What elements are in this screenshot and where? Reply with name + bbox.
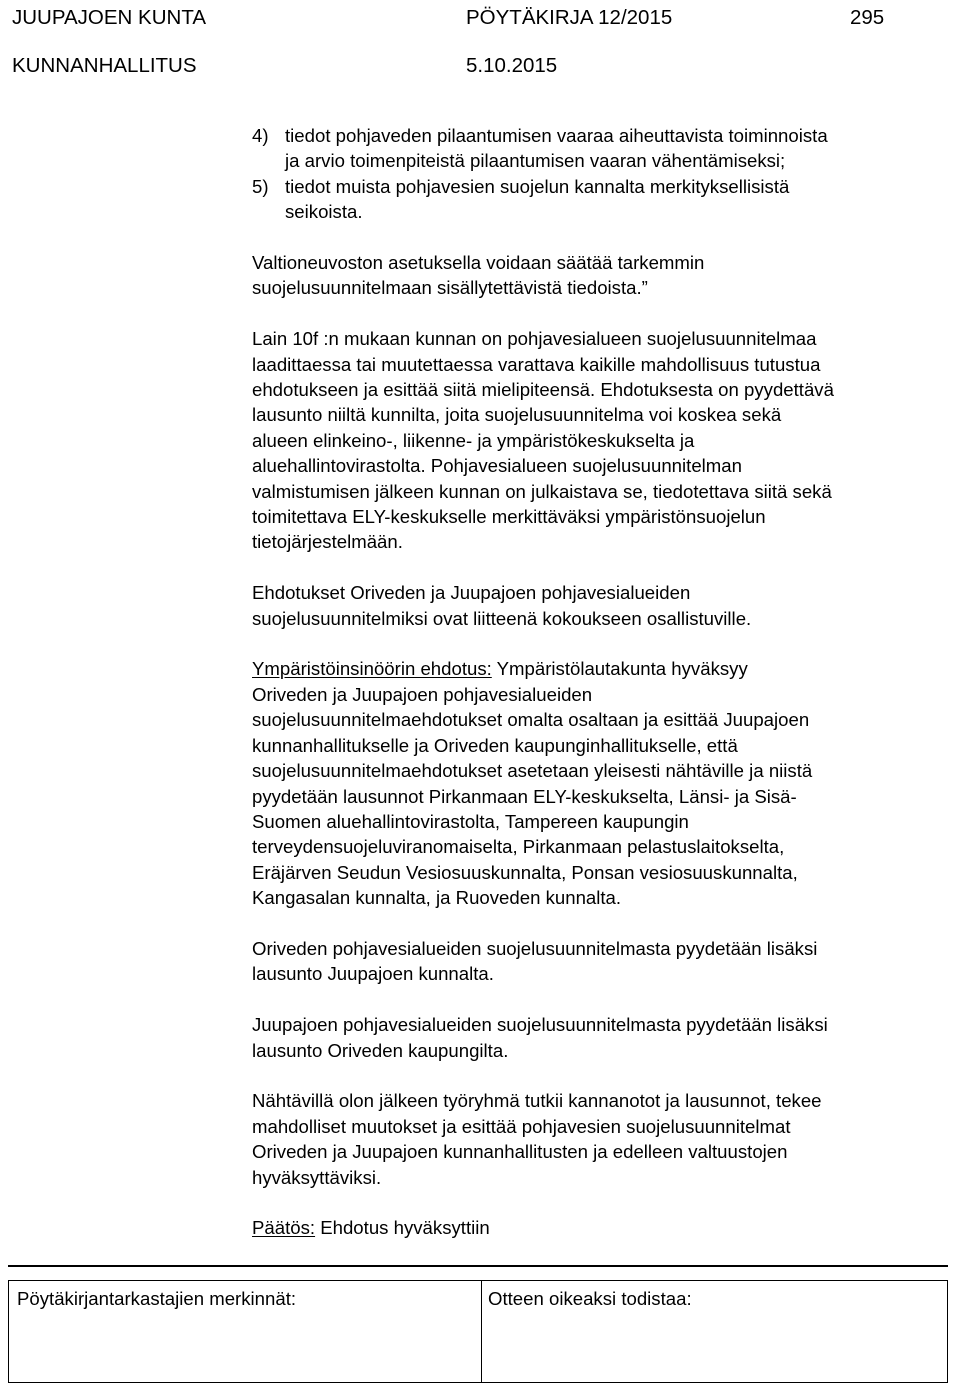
list-text-line: ja arvio toimenpiteistä pilaantumisen vaaran vähentämiseksi; bbox=[285, 150, 786, 172]
document-type: PÖYTÄKIRJA 12/2015 bbox=[466, 6, 673, 29]
list-item bbox=[252, 123, 942, 174]
certification-box bbox=[480, 1280, 948, 1383]
list-text-line: tiedot pohjaveden pilaantumisen vaaraa aiheuttavista toiminnoista bbox=[285, 125, 828, 146]
minutes-body bbox=[252, 123, 942, 1266]
footer-divider bbox=[8, 1265, 948, 1267]
body-name: KUNNANHALLITUS bbox=[12, 54, 197, 77]
paragraph-orivesi-statement: Oriveden pohjavesialueiden suojelusuunnitelmasta pyydetään lisäksi lausunto Juupajoen kunnalta. bbox=[252, 937, 818, 985]
list-number: 4) bbox=[252, 125, 269, 146]
paragraph-decree: Valtioneuvoston asetuksella voidaan säätää tarkemmin suojelusuunnitelmaan sisällytettävistä tiedoista.” bbox=[252, 252, 705, 299]
decision-label: Päätös: bbox=[252, 1217, 316, 1239]
page-number: 295 bbox=[850, 6, 885, 29]
inspectors-box bbox=[8, 1280, 482, 1383]
paragraph-decision bbox=[252, 1215, 942, 1240]
numbered-list bbox=[252, 123, 942, 225]
meeting-date: 5.10.2015 bbox=[466, 54, 558, 77]
paragraph-law-10f: Lain 10f :n mukaan kunnan on pohjavesialueen suojelusuunnitelmaa laadittaessa tai muutettaessa varattava kaikille mahdollisuus tutustua ehdotukseen ja esittää siitä mielipiteensä. Ehdotuksesta on pyydettävä lausunto niiltä kunnilta, joita suojelusuunnitelma voi koskea sekä alueen elinkeino-, liikenne- ja ympäristökeskukselta ja aluehallintovirastolta. Pohjavesialueen suojelusuunnitelman valmistumisen jälkeen kunnan on julkaistava se, tiedotettava siitä sekä toimitettava ELY-keskukselle merkittäväksi ympäristönsuojelun tietojärjestelmään. bbox=[252, 328, 834, 553]
municipality-name: JUUPAJOEN KUNTA bbox=[12, 6, 207, 29]
proposal-label: Ympäristöinsinöörin ehdotus: bbox=[252, 658, 492, 680]
list-item bbox=[252, 174, 942, 225]
paragraph-working-group: Nähtävillä olon jälkeen työryhmä tutkii kannanotot ja lausunnot, tekee mahdolliset muutokset ja esittää pohjavesien suojelusuunnitelmat Oriveden ja Juupajoen kunnanhallitusten ja edelleen valtuustojen hyväksyttäviksi. bbox=[252, 1090, 822, 1188]
list-text-line: tiedot muista pohjavesien suojelun kannalta merkityksellisistä bbox=[285, 175, 790, 197]
paragraph-juupajoki-statement: Juupajoen pohjavesialueiden suojelusuunnitelmasta pyydetään lisäksi lausunto Oriveden kaupungilta. bbox=[252, 1014, 828, 1061]
list-text-line: seikoista. bbox=[285, 201, 363, 223]
paragraph-attachments: Ehdotukset Oriveden ja Juupajoen pohjavesialueiden suojelusuunnitelmiksi ovat liitteenä kokoukseen osallistuville. bbox=[252, 582, 752, 629]
list-number: 5) bbox=[252, 175, 269, 197]
inspectors-label: Pöytäkirjantarkastajien merkinnät: bbox=[17, 1288, 297, 1309]
paragraph-proposal: Ympäristöinsinöörin ehdotus: Ympäristölautakunta hyväksyy Oriveden ja Juupajoen pohjavesialueiden suojelusuunnitelmaehdotukset omalta osaltaan ja esittää Juupajoen kunnanhallitukselle ja Oriveden kaupunginhallitukselle, että suojelusuunnitelmaehdotukset asetetaan yleisesti nähtäville ja niistä pyydetään lausunnot Pirkanmaan ELY-keskukselta, Länsi- ja Sisä- Suomen aluehallintovirastolta, Tampereen kaupungin terveydensuojeluviranomaiselta, Pirkanmaan pelastuslaitokselta, Eräjärven Seudun Vesiosuuskunnalta, Ponsan vesiosuuskunnalta, Kangasalan kunnalta, ja Ruoveden kunnalta. bbox=[252, 658, 813, 909]
decision-text: Ehdotus hyväksyttiin bbox=[315, 1217, 490, 1239]
certified-label: Otteen oikeaksi todistaa: bbox=[488, 1288, 692, 1309]
